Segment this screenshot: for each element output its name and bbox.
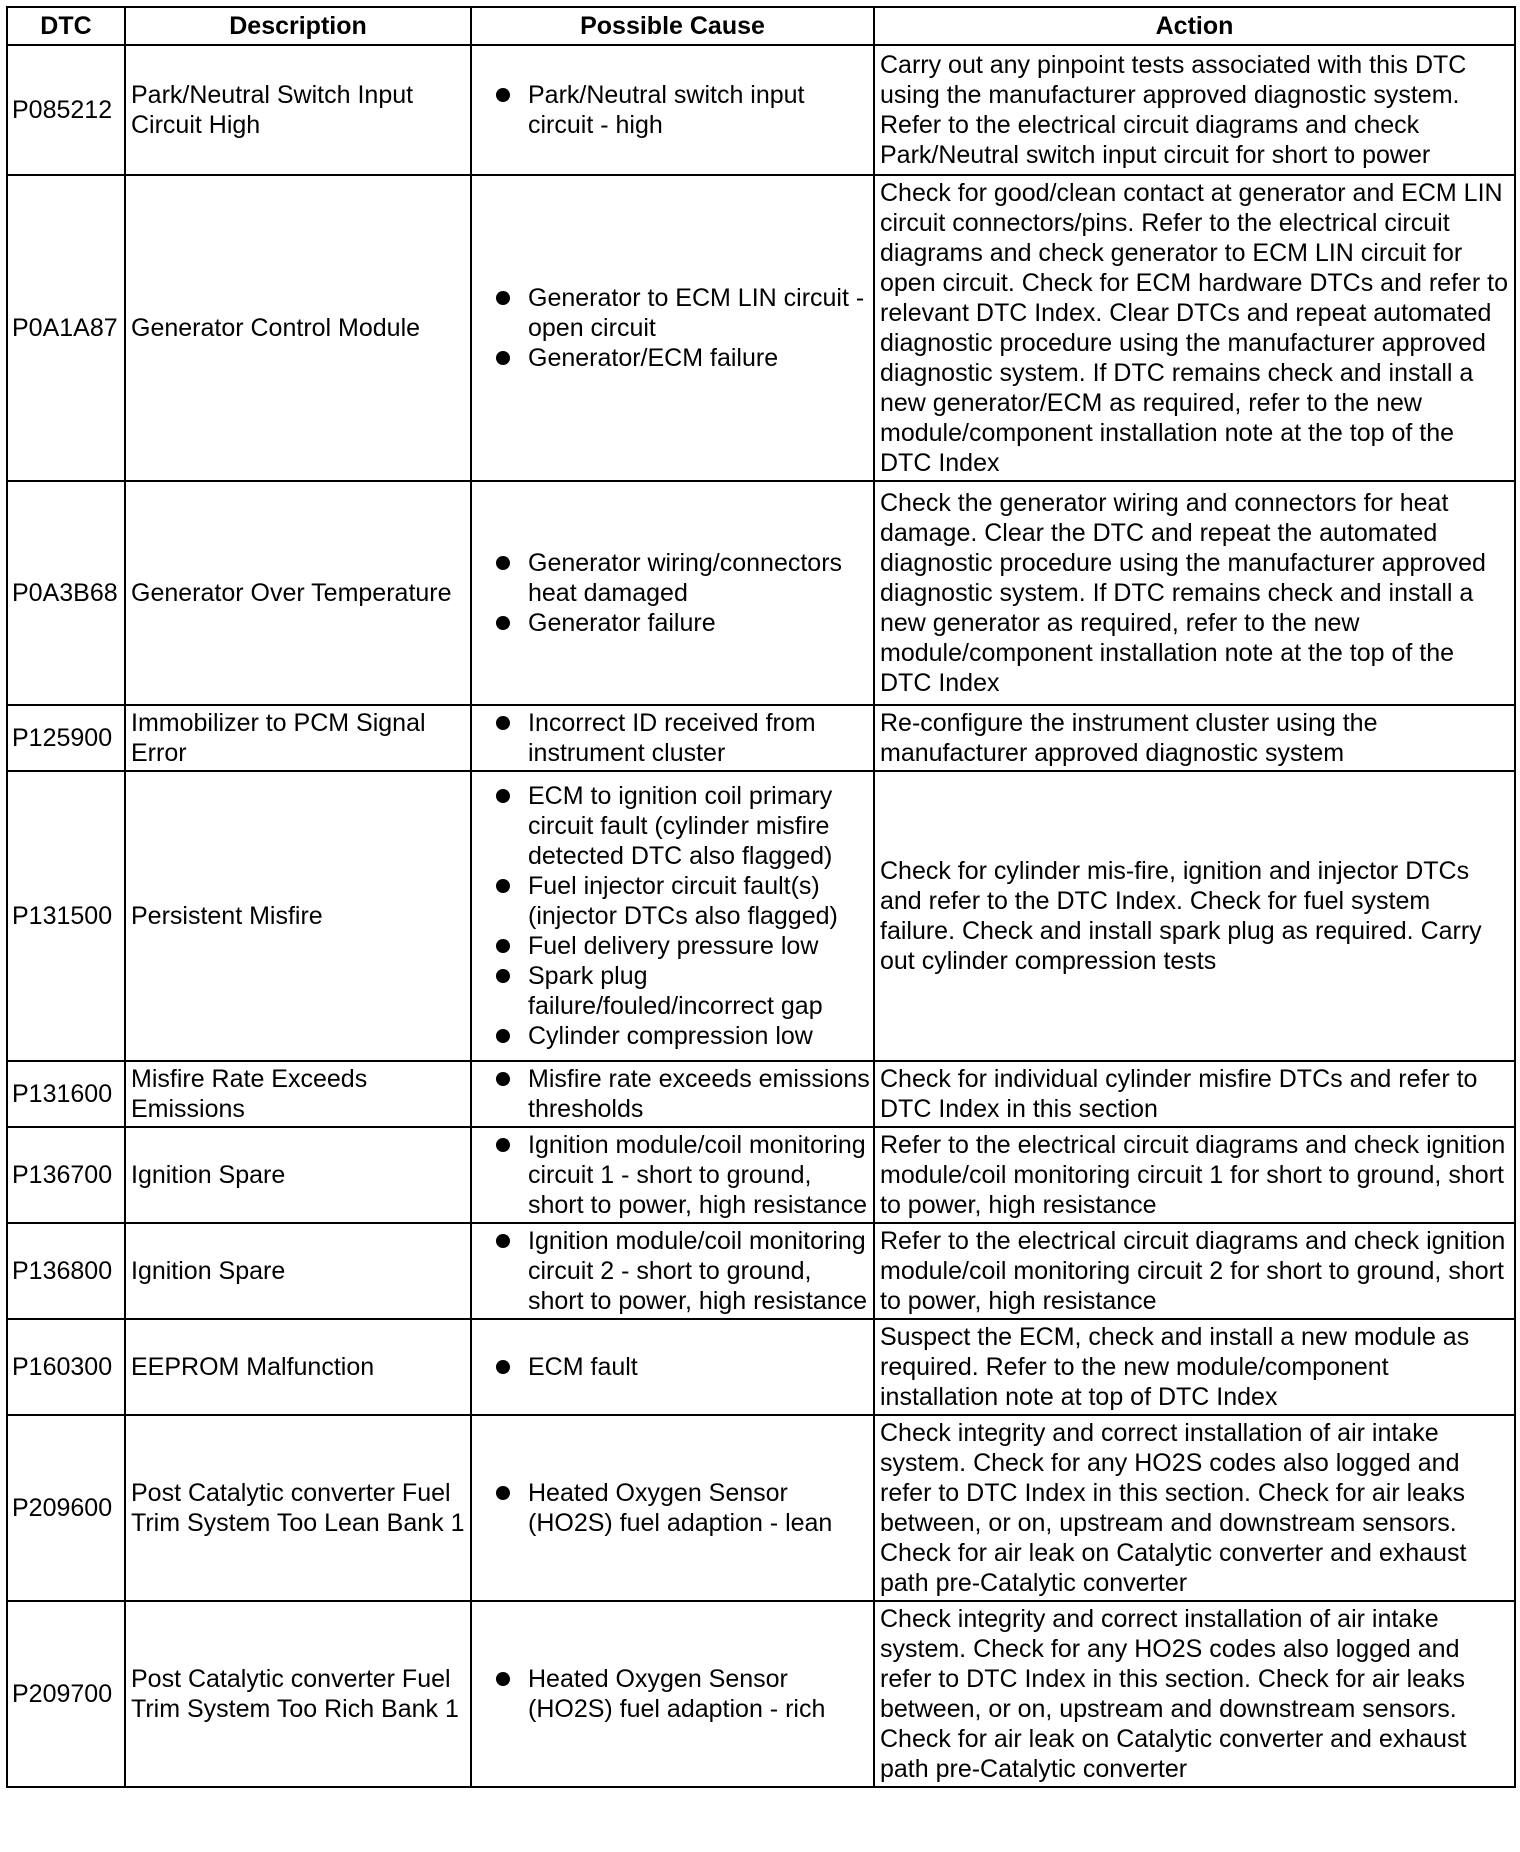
dtc-code: P209700 — [7, 1601, 125, 1787]
dtc-table — [6, 6, 1516, 1788]
dtc-description: Ignition Spare — [125, 1127, 471, 1223]
table-row — [7, 175, 1515, 481]
dtc-table-page — [6, 6, 1514, 1846]
dtc-description: Post Catalytic converter Fuel Trim System Too Rich Bank 1 — [125, 1601, 471, 1787]
dtc-action: Refer to the electrical circuit diagrams and check ignition module/coil monitoring circuit 1 for short to ground, short to power, high resistance — [874, 1127, 1515, 1223]
cause-item: Spark plug failure/fouled/incorrect gap — [472, 961, 871, 1021]
table-row — [7, 771, 1515, 1061]
dtc-description: Misfire Rate Exceeds Emissions — [125, 1061, 471, 1127]
dtc-description: Post Catalytic converter Fuel Trim System Too Lean Bank 1 — [125, 1415, 471, 1601]
dtc-action: Refer to the electrical circuit diagrams and check ignition module/coil monitoring circuit 2 for short to ground, short to power, high resistance — [874, 1223, 1515, 1319]
dtc-description: Generator Over Temperature — [125, 481, 471, 705]
dtc-code: P160300 — [7, 1319, 125, 1415]
dtc-description: Ignition Spare — [125, 1223, 471, 1319]
table-row — [7, 1415, 1515, 1601]
table-row — [7, 45, 1515, 175]
dtc-description: Persistent Misfire — [125, 771, 471, 1061]
dtc-action: Check for good/clean contact at generator and ECM LIN circuit connectors/pins. Refer to the electrical circuit diagrams and check generator to ECM LIN circuit for open circuit. Check for ECM hardware DTCs and refer to relevant DTC Index. Clear DTCs and repeat automated diagnostic procedure using the manufacturer approved diagnostic system. If DTC remains check and install a new generator/ECM as required, refer to the new module/component installation note at the top of the DTC Index — [874, 175, 1515, 481]
dtc-action: Check for cylinder mis-fire, ignition and injector DTCs and refer to the DTC Index. Check for fuel system failure. Check and install spark plug as required. Carry out cylinder compression tests — [874, 771, 1515, 1061]
table-body — [7, 45, 1515, 1787]
cause-item: Ignition module/coil monitoring circuit 1 - short to ground, short to power, high resistance — [472, 1130, 871, 1220]
table-row — [7, 1319, 1515, 1415]
possible-cause-cell — [471, 481, 874, 705]
cause-list — [472, 1352, 871, 1382]
possible-cause-cell — [471, 175, 874, 481]
possible-cause-cell — [471, 1601, 874, 1787]
cause-item: Fuel injector circuit fault(s) (injector DTCs also flagged) — [472, 871, 871, 931]
dtc-code: P131600 — [7, 1061, 125, 1127]
possible-cause-cell — [471, 771, 874, 1061]
cause-item: Misfire rate exceeds emissions thresholds — [472, 1064, 871, 1124]
cause-item: ECM fault — [472, 1352, 871, 1382]
table-row — [7, 1061, 1515, 1127]
dtc-code: P125900 — [7, 705, 125, 771]
table-row — [7, 1601, 1515, 1787]
cause-list — [472, 1226, 871, 1316]
cause-list — [472, 1064, 871, 1124]
possible-cause-cell — [471, 1319, 874, 1415]
table-row — [7, 1127, 1515, 1223]
dtc-code: P136700 — [7, 1127, 125, 1223]
cause-list — [472, 1478, 871, 1538]
header-action: Action — [874, 7, 1515, 45]
cause-item: Generator wiring/connectors heat damaged — [472, 548, 871, 608]
cause-item: Generator to ECM LIN circuit - open circuit — [472, 283, 871, 343]
cause-list — [472, 548, 871, 638]
cause-item: Incorrect ID received from instrument cluster — [472, 708, 871, 768]
dtc-code: P085212 — [7, 45, 125, 175]
dtc-action: Check integrity and correct installation of air intake system. Check for any HO2S codes also logged and refer to DTC Index in this section. Check for air leaks between, or on, upstream and downstream sensors. Check for air leak on Catalytic converter and exhaust path pre-Catalytic converter — [874, 1601, 1515, 1787]
table-row — [7, 705, 1515, 771]
cause-item: Ignition module/coil monitoring circuit 2 - short to ground, short to power, high resistance — [472, 1226, 871, 1316]
dtc-description: Generator Control Module — [125, 175, 471, 481]
table-row — [7, 1223, 1515, 1319]
dtc-code: P136800 — [7, 1223, 125, 1319]
dtc-action: Carry out any pinpoint tests associated with this DTC using the manufacturer approved diagnostic system. Refer to the electrical circuit diagrams and check Park/Neutral switch input circuit for short to power — [874, 45, 1515, 175]
header-dtc: DTC — [7, 7, 125, 45]
possible-cause-cell — [471, 45, 874, 175]
table-header-row — [7, 7, 1515, 45]
dtc-code: P0A3B68 — [7, 481, 125, 705]
possible-cause-cell — [471, 1127, 874, 1223]
possible-cause-cell — [471, 1223, 874, 1319]
header-possible-cause: Possible Cause — [471, 7, 874, 45]
possible-cause-cell — [471, 1061, 874, 1127]
cause-item: Generator failure — [472, 608, 871, 638]
cause-list — [472, 1664, 871, 1724]
cause-list — [472, 781, 871, 1051]
cause-item: Fuel delivery pressure low — [472, 931, 871, 961]
header-description: Description — [125, 7, 471, 45]
dtc-code: P0A1A87 — [7, 175, 125, 481]
cause-item: Park/Neutral switch input circuit - high — [472, 80, 871, 140]
dtc-action: Re-configure the instrument cluster using the manufacturer approved diagnostic system — [874, 705, 1515, 771]
dtc-action: Check the generator wiring and connectors for heat damage. Clear the DTC and repeat the automated diagnostic procedure using the manufacturer approved diagnostic system. If DTC remains check and install a new generator as required, refer to the new module/component installation note at the top of the DTC Index — [874, 481, 1515, 705]
cause-item: ECM to ignition coil primary circuit fault (cylinder misfire detected DTC also flagged) — [472, 781, 871, 871]
possible-cause-cell — [471, 1415, 874, 1601]
dtc-code: P209600 — [7, 1415, 125, 1601]
cause-item: Heated Oxygen Sensor (HO2S) fuel adaption - rich — [472, 1664, 871, 1724]
dtc-action: Check integrity and correct installation of air intake system. Check for any HO2S codes also logged and refer to DTC Index in this section. Check for air leaks between, or on, upstream and downstream sensors. Check for air leak on Catalytic converter and exhaust path pre-Catalytic converter — [874, 1415, 1515, 1601]
dtc-description: Park/Neutral Switch Input Circuit High — [125, 45, 471, 175]
dtc-description: Immobilizer to PCM Signal Error — [125, 705, 471, 771]
cause-list — [472, 1130, 871, 1220]
cause-list — [472, 708, 871, 768]
dtc-action: Check for individual cylinder misfire DTCs and refer to DTC Index in this section — [874, 1061, 1515, 1127]
cause-item: Generator/ECM failure — [472, 343, 871, 373]
cause-list — [472, 283, 871, 373]
dtc-action: Suspect the ECM, check and install a new module as required. Refer to the new module/component installation note at top of DTC Index — [874, 1319, 1515, 1415]
table-row — [7, 481, 1515, 705]
dtc-code: P131500 — [7, 771, 125, 1061]
dtc-description: EEPROM Malfunction — [125, 1319, 471, 1415]
cause-item: Heated Oxygen Sensor (HO2S) fuel adaption - lean — [472, 1478, 871, 1538]
cause-item: Cylinder compression low — [472, 1021, 871, 1051]
possible-cause-cell — [471, 705, 874, 771]
cause-list — [472, 80, 871, 140]
